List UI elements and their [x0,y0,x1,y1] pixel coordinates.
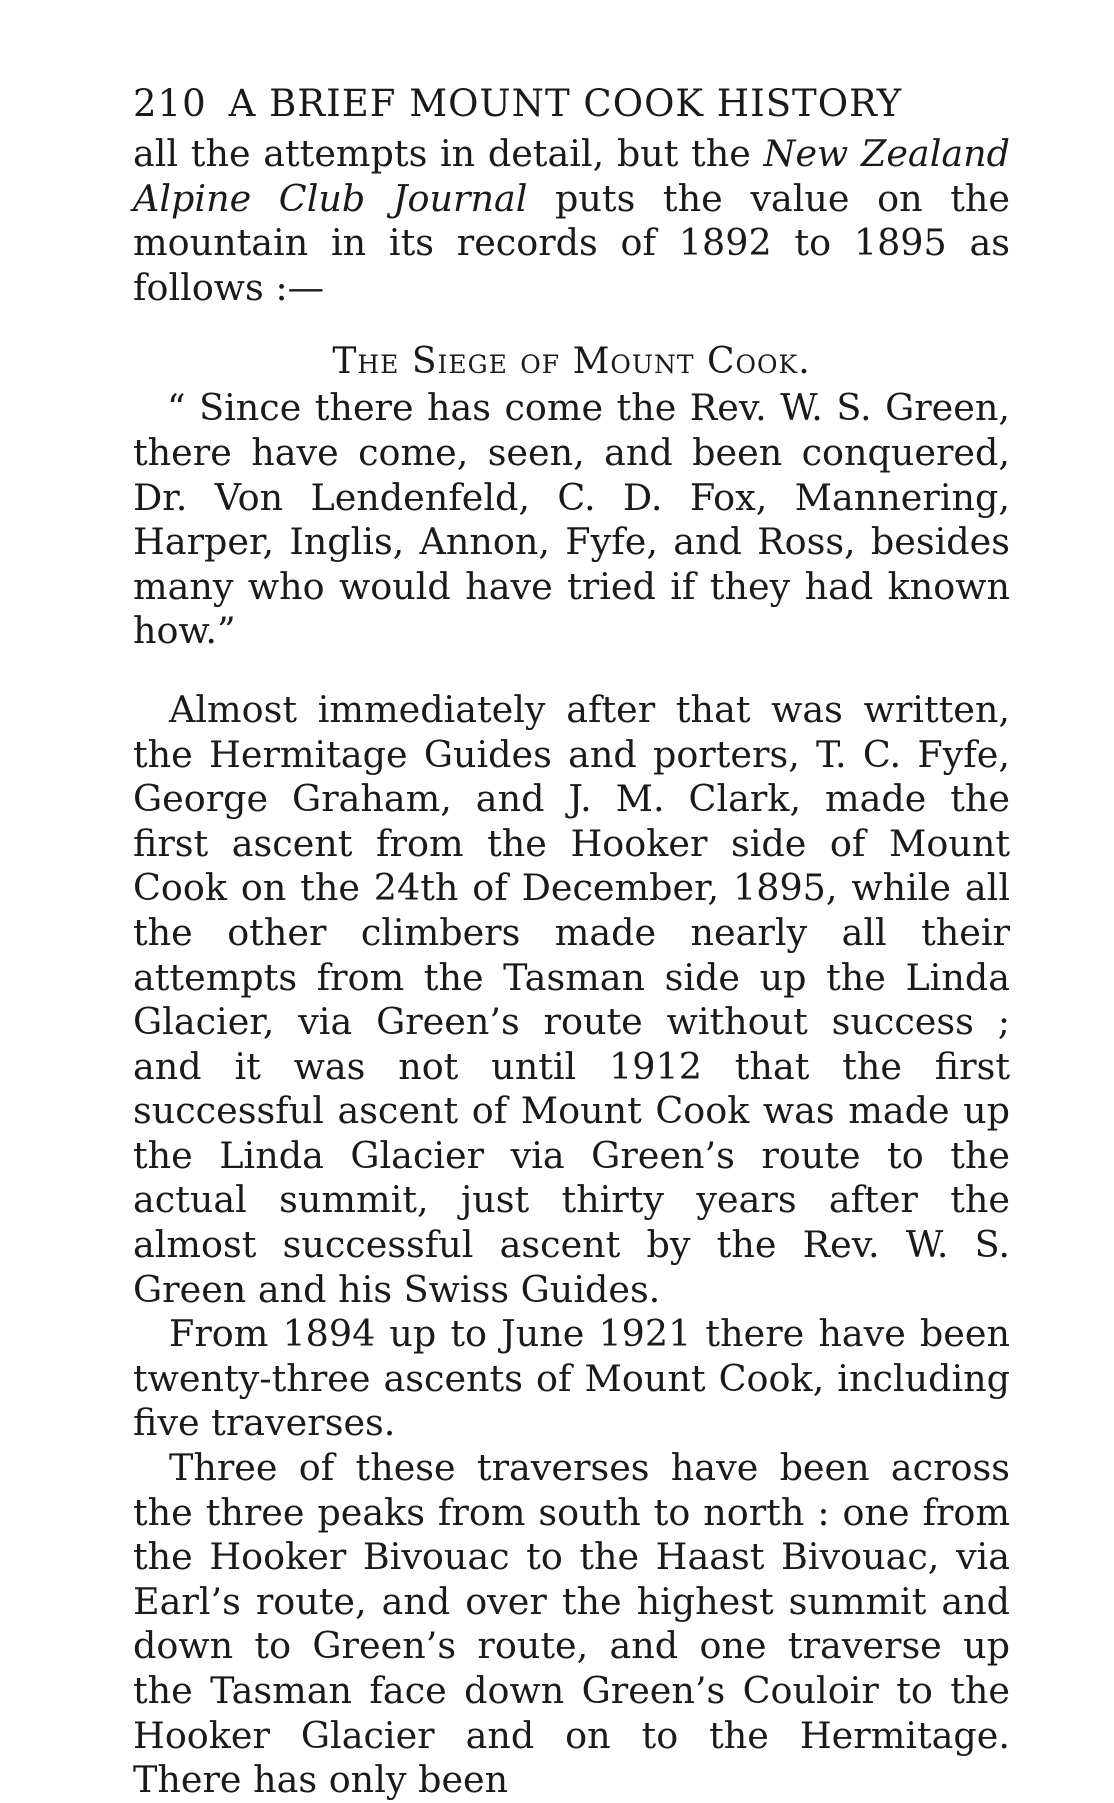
body-paragraph-1: Almost immediately after that was written, the Hermitage Guides and porters, T. C. Fyfe, George Graham, and J. M. Clark, made the first ascent from the Hooker side of Mount Cook on the 24th of December, 1895, while all the other climbers made nearly all their attempts from the Tasman side up the Linda Glacier, via Green’s route without success ; and it was not until 1912 that the first successful ascent of Mount Cook was made up the Linda Glacier via Green’s route to the actual summit, just thirty years after the almost successful ascent by the Rev. W. S. Green and his Swiss Guides. [133,687,1010,1311]
book-page [133,82,1010,1803]
spacer [133,310,1010,340]
body-paragraph-2: From 1894 up to June 1921 there have been twenty-three ascents of Mount Cook, including five traverses. [133,1312,1010,1445]
running-head [133,82,1010,126]
journal-title: New Zealand Alpine Club Journal [133,132,1010,220]
intro-text-1: all the attempts in detail, but the [133,132,764,175]
body-paragraph-3: Three of these traverses have been across the three peaks from south to north : one from the Hooker Bivouac to the Haast Bivouac, via Earl’s route, and over the highest summit and down to Green’s route, and one traverse up the Tasman face down Green’s Couloir to the Hooker Glacier and on to the Hermitage. There has only been [133,1446,1010,1802]
quote-paragraph: “ Since there has come the Rev. W. S. Green, there have come, seen, and been conquered, Dr. Von Lendenfeld, C. D. Fox, Mannering, Harper, Inglis, Annon, Fyfe, and Ross, besides many who would have tried if they had known how.” [133,386,1010,653]
spacer [133,654,1010,688]
intro-paragraph [133,132,1010,310]
section-title: The Siege of Mount Cook. [332,341,811,383]
intro-text-2: puts the value on the mountain in its records of 1892 to 1895 as follows :— [133,176,1010,309]
running-title: A BRIEF MOUNT COOK HISTORY [228,82,903,125]
page-number: 210 [133,82,207,125]
